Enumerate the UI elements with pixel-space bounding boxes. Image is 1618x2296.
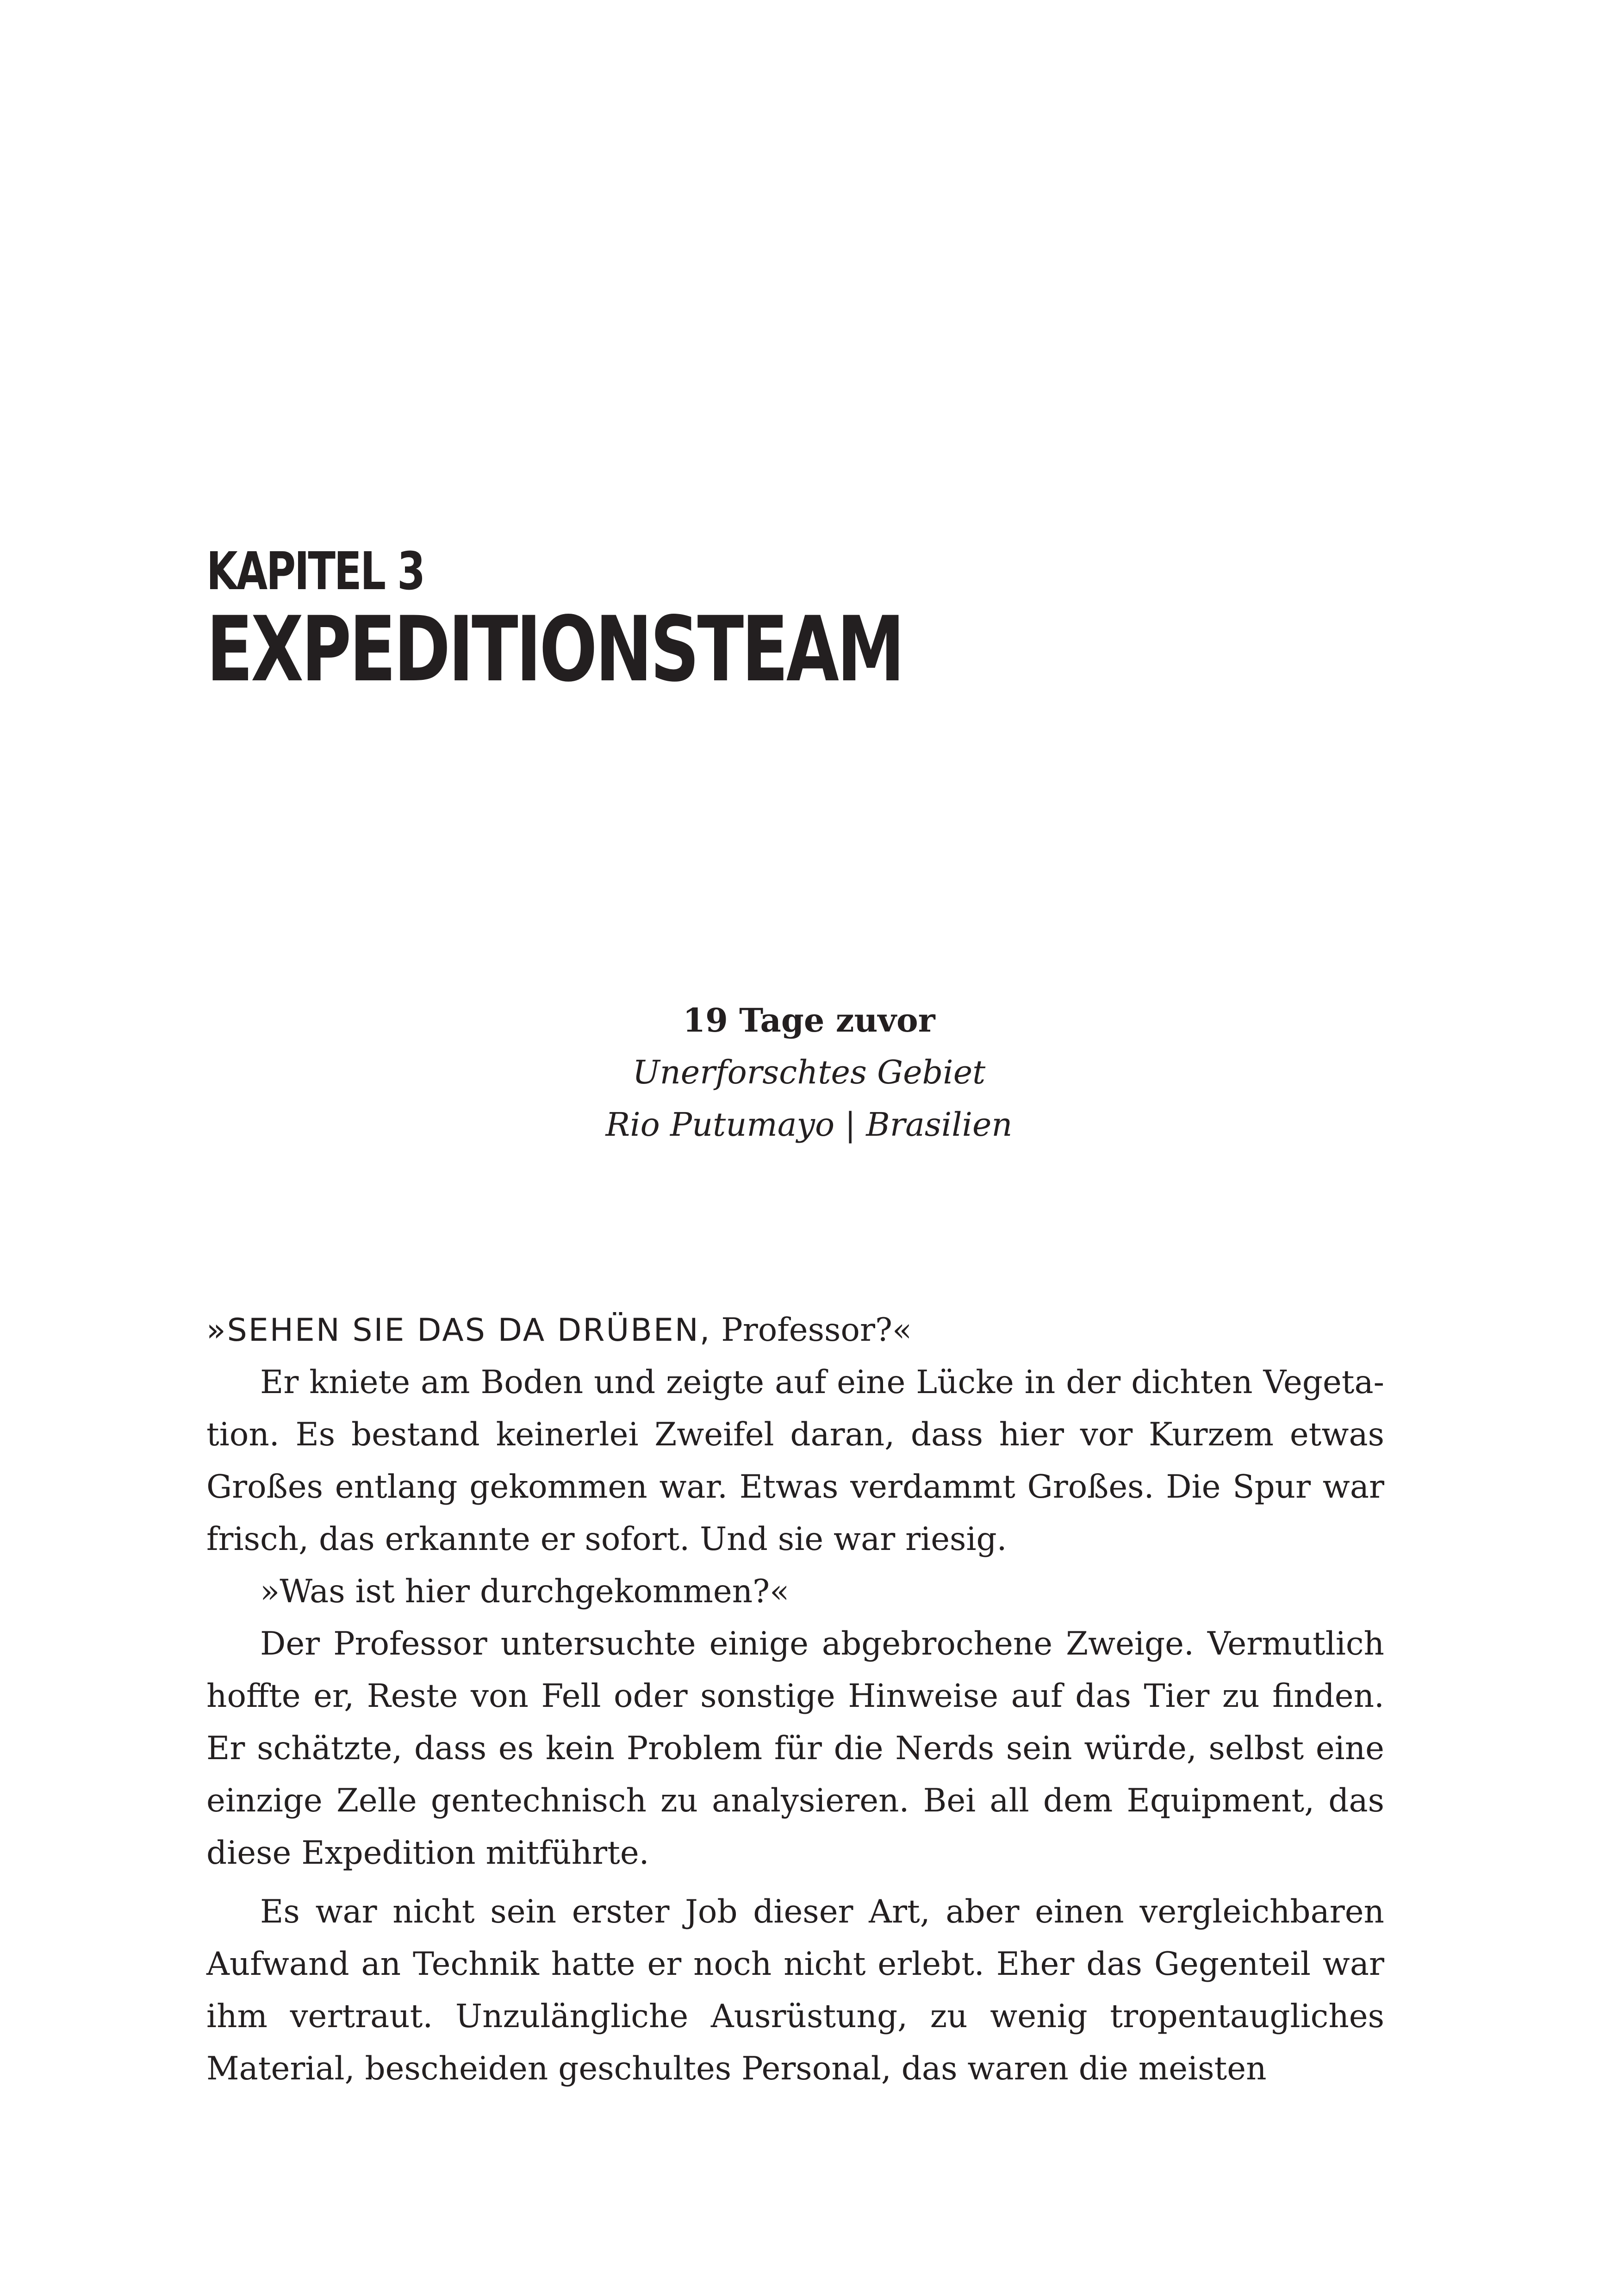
dateline-location: Unerforschtes Gebiet (632, 1053, 986, 1091)
dateline-time: 19 Tage zuvor (683, 1001, 935, 1039)
body-paragraph: »Was ist hier durchgekommen?« (260, 1573, 790, 1610)
body-paragraph: Der Professor untersuchte einige abgebrochene Zweige. Vermutlich hoffte er, Reste von Fell oder sonstige Hinweise auf das Tier zu finden. Er schätzte, dass es kein Problem für die Nerds sein würde, selbst eine einzige Zelle gentechnisch zu analysieren. Bei all dem Equipment, das diese Expedition mitführte. (206, 1625, 1384, 1872)
body-paragraph: Er kniete am Boden und zeigte auf eine Lücke in der dichten Vegetation. Es bestand keinerlei Zweifel daran, dass hier vor Kurzem etwas Großes entlang gekommen war. Etwas verdammt Großes. Die Spur war frisch, das erkannte er sofort. Und sie war riesig. (206, 1364, 1384, 1558)
opening-small-caps: »SEHEN SIE DAS DA DRÜBEN, (206, 1312, 711, 1349)
chapter-title: EXPEDITIONSTEAM (206, 597, 903, 702)
opening-rest: Professor?« (711, 1312, 912, 1349)
chapter-body-text (206, 1304, 1384, 2095)
body-paragraph: Es war nicht sein erster Job dieser Art, aber einen vergleichbaren Aufwand an Technik hatte er noch nicht erlebt. Eher das Gegenteil war ihm vertraut. Unzulängliche Ausrüstung, zu wenig tropentaugliches Material, bescheiden geschultes Personal, das waren die meisten (206, 1893, 1384, 2087)
chapter-header (206, 541, 1123, 702)
opening-paragraph (206, 1304, 1384, 1356)
dateline-region: Rio Putumayo | Brasilien (605, 1106, 1013, 1144)
chapter-number: KAPITEL 3 (206, 541, 424, 602)
scene-dateline (0, 994, 1618, 1151)
